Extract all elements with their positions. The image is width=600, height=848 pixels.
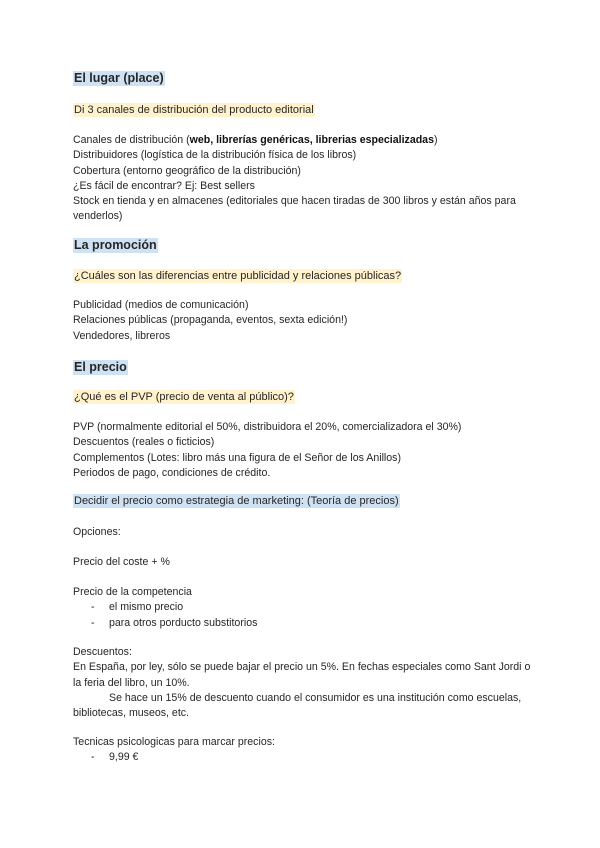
text-line: Periodos de pago, condiciones de crédito. <box>73 466 271 479</box>
section-heading-promocion: La promoción <box>74 238 157 252</box>
descuentos-text: En España, por ley, sólo se puede bajar el precio un 5%. En fechas especiales como Sant Jordi o la feria del libro, un 10%. <box>73 661 531 689</box>
text-line: Complementos (Lotes: libro más una figura de el Señor de los Anillos) <box>73 451 401 464</box>
canales-bold: web, librerías genéricas, librerias especializadas <box>189 134 434 146</box>
question-promocion: ¿Cuáles son las diferencias entre publicidad y relaciones públicas? <box>74 270 402 282</box>
descuentos-title: Descuentos: <box>73 646 132 658</box>
section-heading-precio: El precio <box>74 360 127 374</box>
question-place: Di 3 canales de distribución del producto editorial <box>74 104 314 116</box>
question-estrategia: Decidir el precio como estrategia de marketing: (Teoría de precios) <box>74 495 399 507</box>
opciones-label: Opciones: <box>73 526 121 538</box>
list-item: - 9,99 € <box>91 751 139 764</box>
question-pvp: ¿Qué es el PVP (precio de venta al público)? <box>74 391 294 403</box>
list-item: - el mismo precio <box>91 601 184 614</box>
text-line: Vendedores, libreros <box>73 329 171 342</box>
text-line: PVP (normalmente editorial el 50%, distribuidora el 20%, comercializadora el 30%) <box>73 421 462 433</box>
competencia-title: Precio de la competencia <box>73 586 192 598</box>
section-heading-place: El lugar (place) <box>74 71 164 85</box>
list-item: - para otros porducto substitorios <box>91 616 258 629</box>
canales-line: Canales de distribución (web, librerías genéricas, librerias especializadas) <box>73 134 438 146</box>
tecnicas-title: Tecnicas psicologicas para marcar precios: <box>73 736 275 748</box>
descuentos-indent: Se hace un 15% de descuento cuando el consumidor es una institución como escuelas, bibliotecas, museos, etc. <box>73 691 522 720</box>
text-line: Cobertura (entorno geográfico de la distribución) <box>73 164 301 177</box>
text-line: Descuentos (reales o ficticios) <box>73 436 215 449</box>
coste-line: Precio del coste + % <box>73 556 170 568</box>
text-line: Publicidad (medios de comunicación) <box>73 299 249 311</box>
competencia-block <box>73 585 533 631</box>
precio-body <box>73 420 533 481</box>
promo-body <box>73 298 533 344</box>
text-line: Distribuidores (logística de la distribución física de los libros) <box>73 149 357 162</box>
descuentos-block <box>73 645 533 721</box>
text-line: Relaciones públicas (propaganda, eventos, sexta edición!) <box>73 314 348 327</box>
place-body <box>73 133 533 225</box>
text-line: Stock en tienda y en almacenes (editoriales que hacen tiradas de 300 libros y están años para venderlos) <box>73 195 516 223</box>
text-line: ¿Es fácil de encontrar? Ej: Best sellers <box>73 179 255 192</box>
tecnicas-block <box>73 735 533 766</box>
